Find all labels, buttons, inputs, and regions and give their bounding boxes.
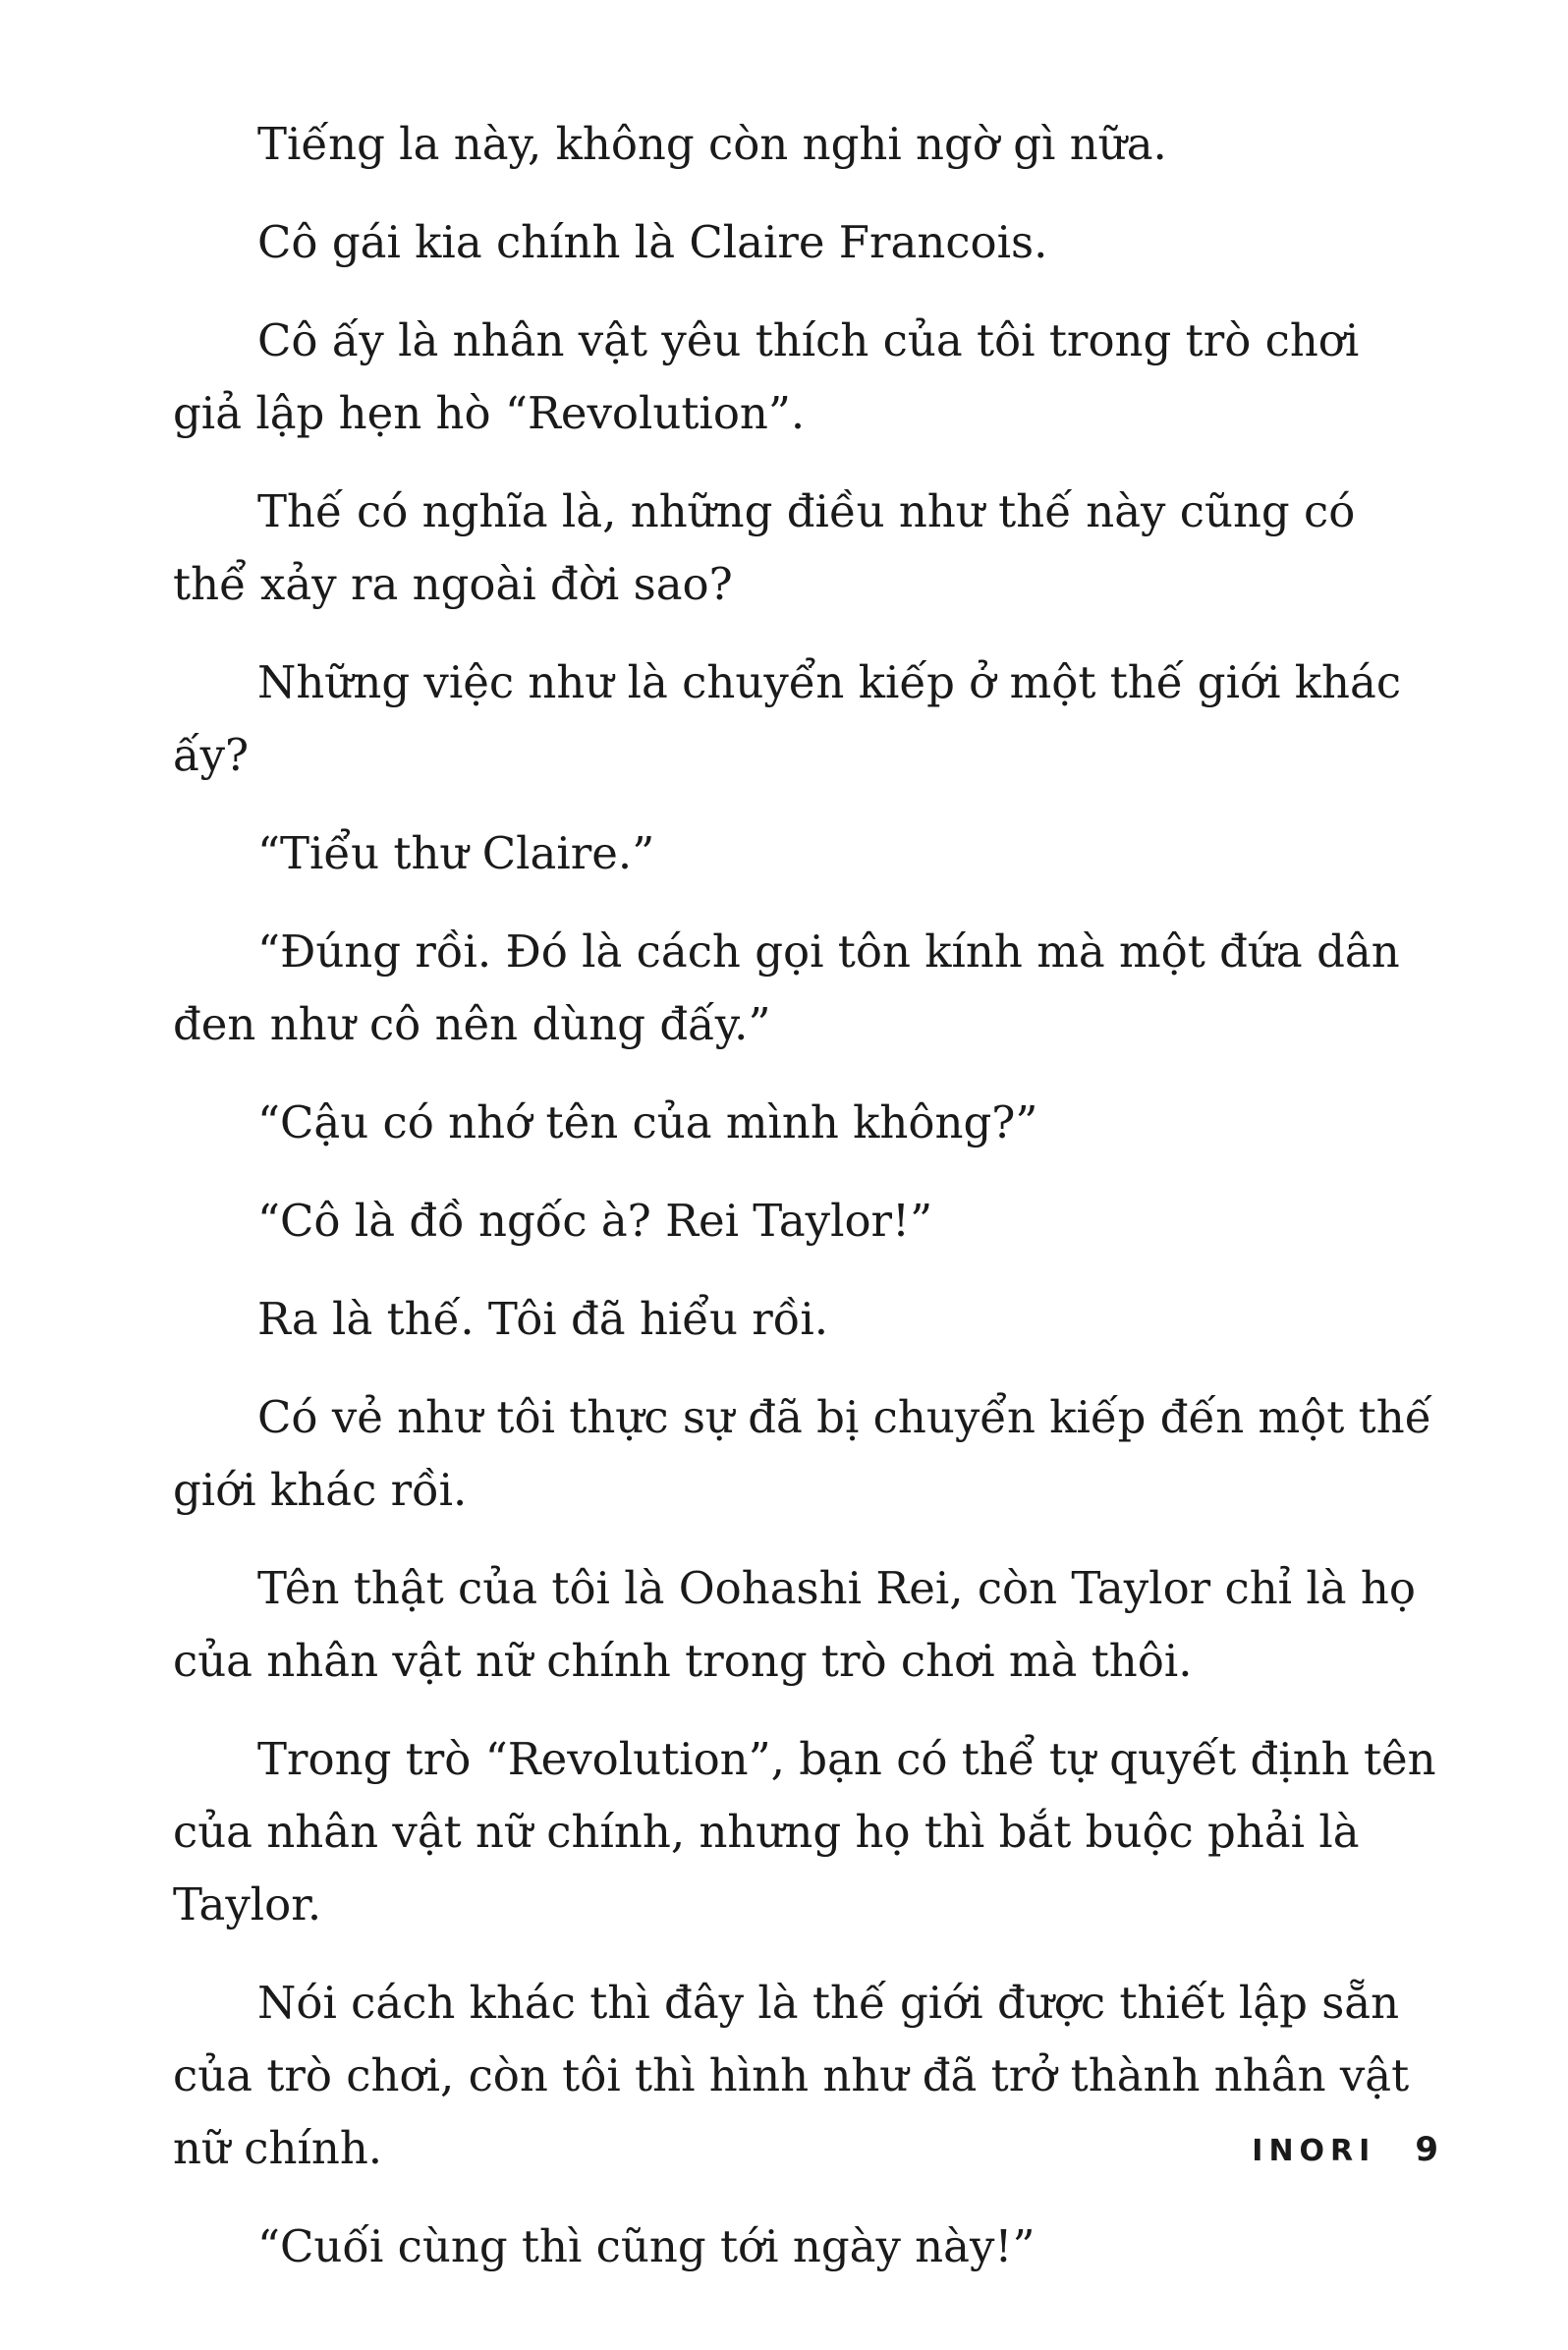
paragraph-6: “Tiểu thư Claire.”: [257, 827, 655, 879]
paragraph-3: Cô ấy là nhân vật yêu thích của tôi trong trò chơi giả lập hẹn hò “Revolution”.: [173, 314, 1360, 439]
paragraph-15: “Cuối cùng thì cũng tới ngày này!”: [257, 2220, 1036, 2272]
paragraph-4: Thế có nghĩa là, những điều như thế này cũng có thể xảy ra ngoài đời sao?: [173, 485, 1356, 610]
paragraph-11: Có vẻ như tôi thực sự đã bị chuyển kiếp đến một thế giới khác rồi.: [173, 1391, 1432, 1516]
paragraph-10: Ra là thế. Tôi đã hiểu rồi.: [257, 1293, 829, 1345]
paragraph-1: Tiếng la này, không còn nghi ngờ gì nữa.: [257, 118, 1167, 170]
paragraph-2: Cô gái kia chính là Claire Francois.: [257, 216, 1048, 268]
paragraph-14: Nói cách khác thì đây là thế giới được thiết lập sẵn của trò chơi, còn tôi thì hình như đã trở thành nhân vật nữ chính.: [173, 1977, 1410, 2174]
page-number: 9: [1415, 2130, 1438, 2169]
paragraph-7: “Đúng rồi. Đó là cách gọi tôn kính mà một đứa dân đen như cô nên dùng đấy.”: [173, 925, 1400, 1050]
paragraph-9: “Cô là đồ ngốc à? Rei Taylor!”: [257, 1195, 933, 1247]
paragraph-8: “Cậu có nhớ tên của mình không?”: [257, 1096, 1038, 1148]
publisher-logo-text: INORI: [1252, 2134, 1376, 2168]
paragraph-5: Những việc như là chuyển kiếp ở một thế giới khác ấy?: [173, 656, 1402, 781]
body-text: [173, 108, 1440, 2309]
paragraph-13: Trong trò “Revolution”, bạn có thể tự quyết định tên của nhân vật nữ chính, nhưng họ thì bắt buộc phải là Taylor.: [173, 1733, 1436, 1930]
paragraph-12: Tên thật của tôi là Oohashi Rei, còn Taylor chỉ là họ của nhân vật nữ chính trong trò chơi mà thôi.: [173, 1562, 1416, 1687]
page-footer: [1252, 2130, 1438, 2169]
